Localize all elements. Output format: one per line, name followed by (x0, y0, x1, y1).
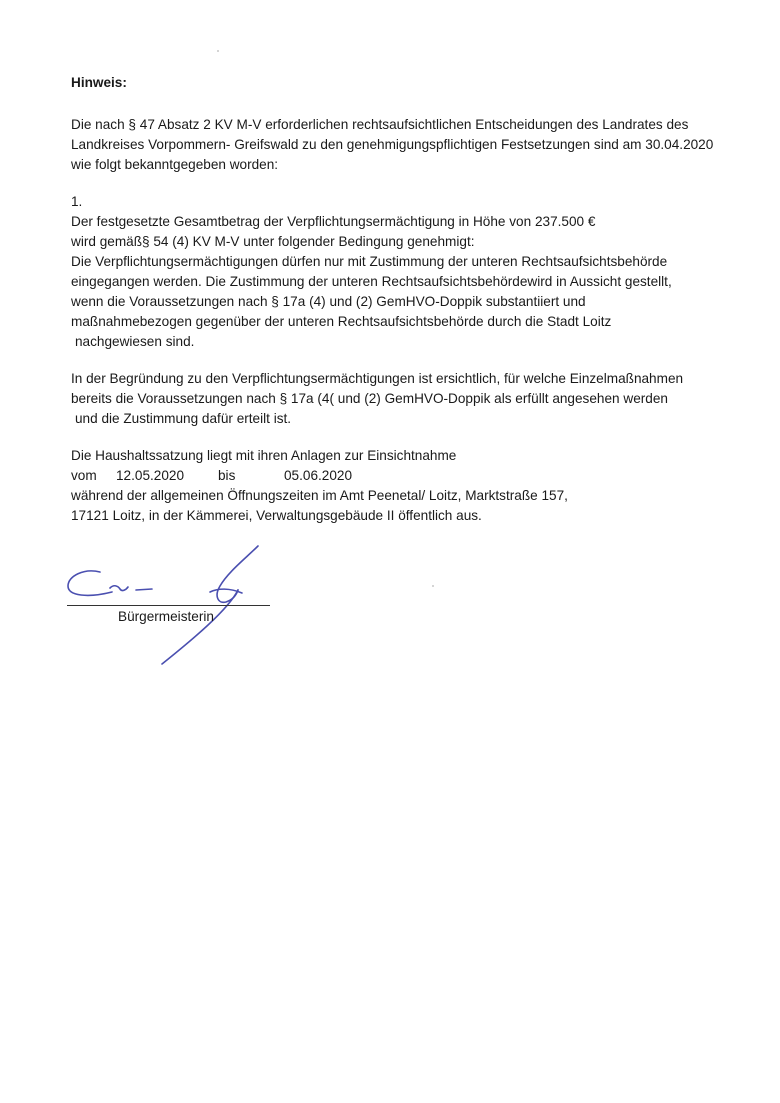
reasoning-line-3: und die Zustimmung dafür erteilt ist. (75, 411, 292, 426)
item-1-line-3: Die Verpflichtungsermächtigungen dürfen nur mit Zustimmung der unteren Rechtsaufsichtsbehörde (71, 254, 668, 269)
reasoning-line-2: bereits die Voraussetzungen nach § 17a (4( und (2) GemHVO-Doppik als erfüllt angesehen werden (71, 391, 668, 406)
inspection-to-date: 05.06.2020 (284, 468, 353, 483)
item-1-line-4: eingegangen werden. Die Zustimmung der unteren Rechtsaufsichtsbehördewird in Aussicht gestellt, (71, 274, 672, 289)
inspection-line-3: während der allgemeinen Öffnungszeiten im Amt Peenetal/ Loitz, Marktstraße 157, (71, 488, 568, 503)
reasoning-line-1: In der Begründung zu den Verpflichtungsermächtigungen ist ersichtlich, für welche Einzelmaßnahmen (71, 371, 684, 386)
scan-speck (217, 50, 219, 52)
intro-line-3: wie folgt bekanntgegeben worden: (71, 157, 279, 172)
item-1-line-2: wird gemäß§ 54 (4) KV M-V unter folgender Bedingung genehmigt: (71, 234, 475, 249)
inspection-line-1: Die Haushaltssatzung liegt mit ihren Anlagen zur Einsichtnahme (71, 448, 457, 463)
signature-title: Bürgermeisterin (118, 609, 214, 624)
item-1-line-1: Der festgesetzte Gesamtbetrag der Verpflichtungsermächtigung in Höhe von 237.500 € (71, 214, 596, 229)
item-1-line-6: maßnahmebezogen gegenüber der unteren Rechtsaufsichtsbehörde durch die Stadt Loitz (71, 314, 612, 329)
signature-line (67, 605, 270, 606)
inspection-to-label: bis (218, 468, 236, 483)
item-1-number: 1. (71, 194, 83, 209)
item-1-line-5: wenn die Voraussetzungen nach § 17a (4) und (2) GemHVO-Doppik substantiiert und (71, 294, 586, 309)
inspection-from-date: 12.05.2020 (116, 468, 185, 483)
inspection-from-label: vom (71, 468, 97, 483)
intro-line-1: Die nach § 47 Absatz 2 KV M-V erforderlichen rechtsaufsichtlichen Entscheidungen des Landrates des (71, 117, 689, 132)
scan-speck (432, 585, 434, 587)
item-1-line-7: nachgewiesen sind. (75, 334, 195, 349)
intro-line-2: Landkreises Vorpommern- Greifswald zu den genehmigungspflichtigen Festsetzungen sind am 30.04.2020 (71, 137, 714, 152)
notice-heading: Hinweis: (71, 75, 127, 90)
inspection-line-4: 17121 Loitz, in der Kämmerei, Verwaltungsgebäude II öffentlich aus. (71, 508, 482, 523)
